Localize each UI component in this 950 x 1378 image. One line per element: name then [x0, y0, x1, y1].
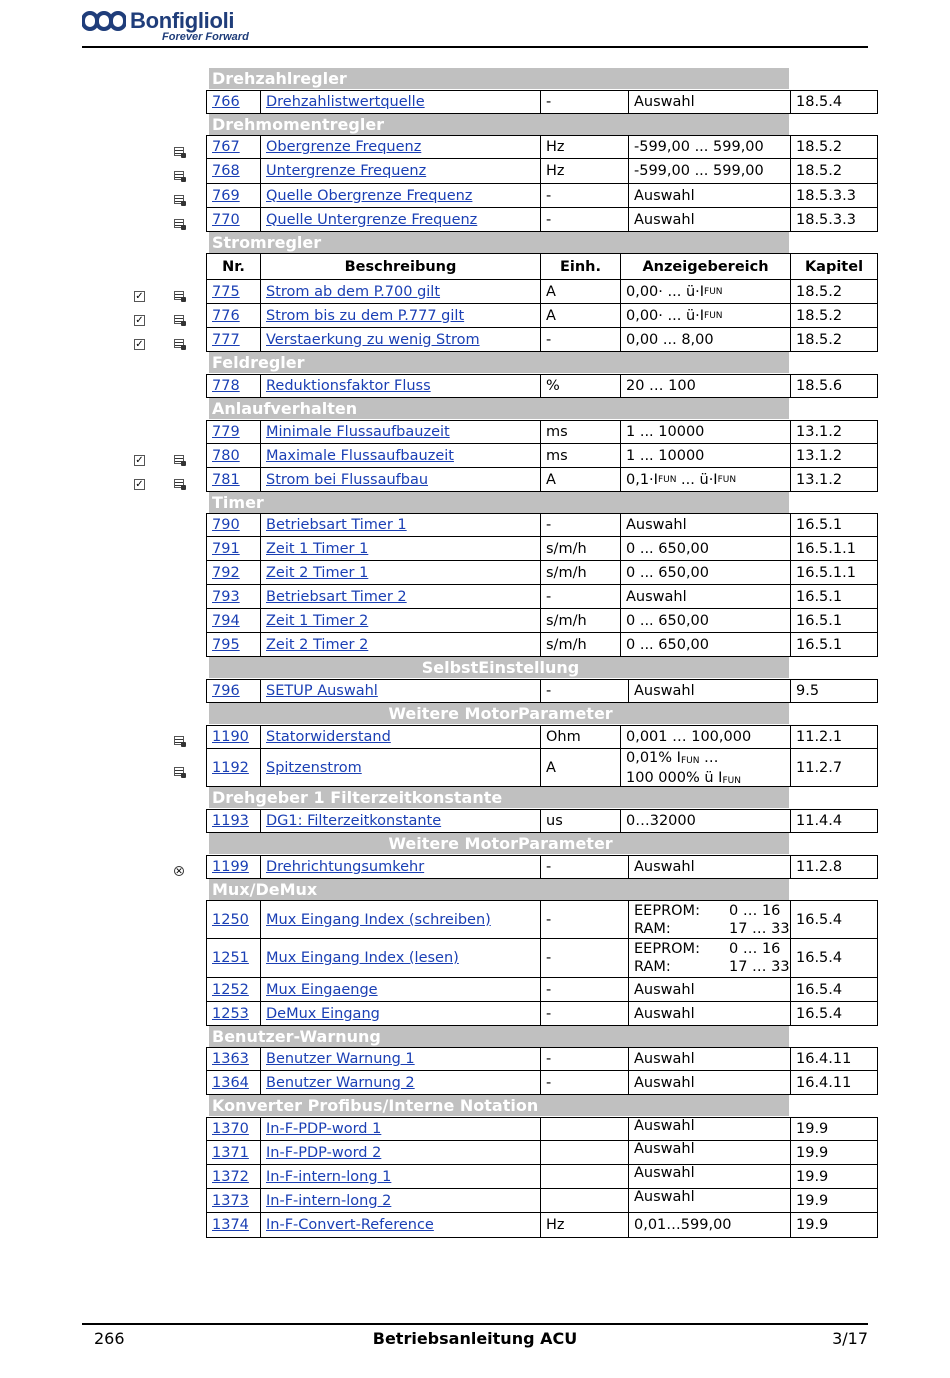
param-description[interactable]: Zeit 2 Timer 1	[260, 561, 540, 584]
param-description[interactable]: Mux Eingaenge	[260, 978, 540, 1001]
table-row	[206, 374, 878, 398]
param-description[interactable]: Zeit 1 Timer 2	[260, 609, 540, 632]
param-range: Auswahl	[628, 1118, 790, 1140]
table-row	[206, 633, 878, 657]
param-chapter: 9.5	[790, 680, 877, 702]
param-range: 0,01% $I_{FUN}$ … 100 000% ü $I_{FUN}$	[620, 749, 790, 786]
table-row	[206, 159, 878, 184]
table-row	[206, 1002, 878, 1026]
page-footer	[82, 1323, 868, 1348]
param-unit: A	[540, 280, 620, 303]
param-number[interactable]: 767	[212, 139, 240, 155]
param-number[interactable]: 775	[212, 283, 240, 300]
param-unit: A	[540, 304, 620, 327]
param-unit: -	[540, 1071, 628, 1094]
table-row	[206, 208, 878, 232]
param-number[interactable]: 779	[212, 424, 240, 440]
table-row	[206, 420, 878, 444]
column-header-description: Beschreibung	[260, 254, 540, 279]
param-chapter: 18.5.6	[790, 375, 877, 397]
param-unit: Hz	[540, 1213, 628, 1237]
param-number[interactable]: 1250	[212, 911, 249, 928]
param-number[interactable]: 777	[212, 331, 240, 348]
param-unit: -	[540, 328, 620, 351]
param-number[interactable]: 1252	[212, 981, 249, 998]
param-range: 0…32000	[620, 810, 790, 832]
table-row	[206, 468, 878, 492]
param-unit: A	[540, 468, 620, 491]
param-unit: s/m/h	[540, 633, 620, 656]
section-heading: Drehmomentregler	[209, 114, 789, 135]
param-range: Auswahl	[628, 1165, 790, 1188]
param-number[interactable]: 768	[212, 163, 240, 179]
column-header-chapter: Kapitel	[790, 254, 877, 279]
param-number[interactable]: 1372	[212, 1168, 249, 1185]
param-description[interactable]: Minimale Flussaufbauzeit	[260, 421, 540, 443]
param-chapter: 11.2.1	[790, 726, 877, 748]
param-unit: s/m/h	[540, 609, 620, 632]
parameter-set-icon	[174, 219, 184, 228]
param-description[interactable]: Reduktionsfaktor Fluss	[260, 375, 540, 397]
param-unit: -	[540, 208, 628, 231]
param-number[interactable]: 794	[212, 612, 240, 629]
document-title: Betriebsanleitung ACU	[372, 1329, 578, 1348]
param-number[interactable]: 1190	[212, 729, 249, 745]
param-number[interactable]: 776	[212, 307, 240, 324]
table-row	[206, 1141, 878, 1165]
param-unit: -	[540, 514, 620, 536]
table-row	[206, 900, 878, 939]
param-chapter: 13.1.2	[790, 468, 877, 491]
param-description[interactable]: Strom ab dem P.700 gilt	[260, 280, 540, 303]
table-row	[206, 90, 878, 114]
param-unit: %	[540, 375, 620, 397]
param-range: -599,00 ... 599,00	[628, 159, 790, 183]
section-heading: Feldregler	[209, 352, 789, 373]
param-unit: Hz	[540, 136, 628, 158]
section-heading: Mux/DeMux	[209, 879, 789, 900]
param-number[interactable]: 781	[212, 471, 240, 488]
param-number[interactable]: 780	[212, 447, 240, 464]
param-chapter: 13.1.2	[790, 444, 877, 467]
cross-circle-icon: ✕	[175, 867, 183, 877]
param-description[interactable]: In-F-intern-long 2	[260, 1189, 540, 1212]
param-unit: -	[540, 680, 628, 702]
param-unit	[540, 1189, 628, 1212]
table-row	[206, 1213, 878, 1238]
param-unit: -	[540, 585, 620, 608]
param-unit: -	[540, 1048, 628, 1070]
param-number[interactable]: 1251	[212, 950, 249, 966]
bonfiglioli-logo	[82, 8, 282, 44]
param-chapter: 16.5.4	[790, 901, 877, 938]
param-range: Auswahl	[628, 208, 790, 231]
table-header-row	[206, 253, 878, 280]
parameter-set-icon	[174, 736, 184, 745]
param-chapter: 18.5.2	[790, 328, 877, 351]
param-number[interactable]: 770	[212, 211, 240, 228]
table-row	[206, 809, 878, 833]
param-description[interactable]: Obergrenze Frequenz	[260, 136, 540, 158]
param-chapter: 16.5.1	[790, 609, 877, 632]
param-number[interactable]: 1370	[212, 1121, 249, 1137]
param-range: Auswahl	[620, 585, 790, 608]
param-chapter: 18.5.3.3	[790, 208, 877, 231]
param-description[interactable]: Zeit 2 Timer 2	[260, 633, 540, 656]
param-chapter: 11.2.8	[790, 856, 877, 878]
param-unit	[540, 1118, 628, 1140]
param-chapter: 16.5.1	[790, 585, 877, 608]
param-description[interactable]: In-F-intern-long 1	[260, 1165, 540, 1188]
parameter-set-icon	[174, 195, 184, 204]
param-chapter: 18.5.2	[790, 280, 877, 303]
param-description[interactable]: In-F-Convert-Reference	[260, 1213, 540, 1237]
param-chapter: 13.1.2	[790, 421, 877, 443]
brand-tagline: Forever Forward	[162, 31, 249, 43]
param-unit: ms	[540, 444, 620, 467]
param-description[interactable]: Drehzahlistwertquelle	[260, 91, 540, 113]
table-row	[206, 725, 878, 749]
parameter-set-icon	[174, 479, 184, 488]
param-description[interactable]: Betriebsart Timer 2	[260, 585, 540, 608]
table-row	[206, 1117, 878, 1141]
section-heading: SelbstEinstellung	[209, 657, 789, 678]
param-range: 0 ... 650,00	[620, 633, 790, 656]
section-heading: Drehgeber 1 Filterzeitkonstante	[209, 787, 789, 808]
param-chapter: 16.4.11	[790, 1071, 877, 1094]
param-chapter: 19.9	[790, 1213, 877, 1237]
param-range: 0,1·I FUN ... ü·I FUN	[620, 468, 790, 491]
section-heading: Drehzahlregler	[209, 68, 789, 89]
param-description[interactable]: Untergrenze Frequenz	[260, 159, 540, 183]
param-range: 0 ... 650,00	[620, 561, 790, 584]
parameter-set-icon	[174, 339, 184, 348]
param-unit: s/m/h	[540, 537, 620, 560]
param-description[interactable]: Drehrichtungsumkehr	[260, 856, 540, 878]
param-description[interactable]: Betriebsart Timer 1	[260, 514, 540, 536]
param-unit: -	[540, 901, 628, 938]
parameter-set-icon	[174, 171, 184, 180]
table-row	[206, 280, 878, 304]
column-header-unit: Einh.	[540, 254, 620, 279]
param-description[interactable]: SETUP Auswahl	[260, 680, 540, 702]
param-range: 0,01…599,00	[628, 1213, 790, 1237]
section-heading: Weitere MotorParameter	[209, 703, 789, 724]
check-icon: ✓	[135, 455, 144, 466]
param-unit: -	[540, 856, 628, 878]
param-description[interactable]: Maximale Flussaufbauzeit	[260, 444, 540, 467]
param-description[interactable]: Quelle Untergrenze Frequenz	[260, 208, 540, 231]
param-unit: -	[540, 1002, 628, 1025]
check-icon: ✓	[135, 291, 144, 302]
table-row	[206, 135, 878, 159]
param-range: Auswahl	[628, 1141, 790, 1164]
param-chapter: 18.5.2	[790, 136, 877, 158]
param-range: Auswahl	[628, 184, 790, 207]
param-range: 0,00 ... 8,00	[620, 328, 790, 351]
param-range: Auswahl	[628, 1189, 790, 1212]
param-chapter: 16.5.1.1	[790, 561, 877, 584]
param-range: Auswahl	[628, 1002, 790, 1025]
param-range: Auswahl	[628, 1071, 790, 1094]
param-unit: -	[540, 184, 628, 207]
param-description[interactable]: Quelle Obergrenze Frequenz	[260, 184, 540, 207]
param-chapter: 19.9	[790, 1189, 877, 1212]
param-number[interactable]: 1374	[212, 1217, 249, 1233]
param-range: Auswahl	[628, 91, 790, 113]
param-number[interactable]: 792	[212, 564, 240, 581]
param-range: 20 … 100	[620, 375, 790, 397]
document-date: 3/17	[832, 1329, 868, 1348]
param-number[interactable]: 791	[212, 540, 240, 557]
page-number: 266	[94, 1329, 125, 1348]
param-range: Auswahl	[628, 978, 790, 1001]
param-description[interactable]: Zeit 1 Timer 1	[260, 537, 540, 560]
param-range: 0,001 … 100,000	[620, 726, 790, 748]
param-description[interactable]: Strom bei Flussaufbau	[260, 468, 540, 491]
check-icon: ✓	[135, 479, 144, 490]
column-header-range: Anzeigebereich	[620, 254, 790, 279]
parameter-set-icon	[174, 147, 184, 156]
param-chapter: 19.9	[790, 1165, 877, 1188]
table-row	[206, 184, 878, 208]
table-row	[206, 513, 878, 537]
param-description[interactable]: Benutzer Warnung 1	[260, 1048, 540, 1070]
table-row	[206, 304, 878, 328]
param-number[interactable]: 766	[212, 94, 240, 110]
param-range: EEPROM: 0 … 16 RAM: 17 … 33	[628, 939, 790, 977]
check-icon: ✓	[135, 339, 144, 350]
param-chapter: 16.4.11	[790, 1048, 877, 1070]
param-range: 1 ... 10000	[620, 421, 790, 443]
param-chapter: 19.9	[790, 1118, 877, 1140]
param-description[interactable]: DeMux Eingang	[260, 1002, 540, 1025]
param-description[interactable]: Verstaerkung zu wenig Strom	[260, 328, 540, 351]
parameter-set-icon	[174, 767, 184, 776]
param-description[interactable]: Spitzenstrom	[260, 749, 540, 786]
param-number[interactable]: 1373	[212, 1192, 249, 1209]
param-unit: -	[540, 91, 628, 113]
param-range: 0,00· ... ü·I FUN	[620, 304, 790, 327]
parameter-set-icon	[174, 315, 184, 324]
param-unit: Ohm	[540, 726, 620, 748]
check-icon: ✓	[135, 315, 144, 326]
table-row	[206, 978, 878, 1002]
table-row	[206, 585, 878, 609]
param-number[interactable]: 793	[212, 588, 240, 605]
param-description[interactable]: DG1: Filterzeitkonstante	[260, 810, 540, 832]
param-range: Auswahl	[628, 1048, 790, 1070]
brand-name: Bonfiglioli	[130, 8, 235, 33]
param-unit: -	[540, 978, 628, 1001]
param-chapter: 11.4.4	[790, 810, 877, 832]
parameter-set-icon	[174, 291, 184, 300]
param-range: EEPROM: 0 … 16 RAM: 17 … 33	[628, 901, 790, 938]
param-number[interactable]: 1199	[212, 859, 249, 875]
param-chapter: 18.5.4	[790, 91, 877, 113]
param-number[interactable]: 796	[212, 683, 240, 699]
param-chapter: 18.5.2	[790, 159, 877, 183]
table-row	[206, 939, 878, 978]
table-row	[206, 1071, 878, 1095]
param-range: -599,00 ... 599,00	[628, 136, 790, 158]
param-chapter: 11.2.7	[790, 749, 877, 786]
param-range: Auswahl	[628, 856, 790, 878]
param-number[interactable]: 1371	[212, 1144, 249, 1161]
section-heading: Benutzer-Warnung	[209, 1026, 789, 1047]
table-row	[206, 1047, 878, 1071]
column-header-nr: Nr.	[222, 258, 245, 275]
param-description[interactable]: In-F-PDP-word 1	[260, 1118, 540, 1140]
table-row	[206, 537, 878, 561]
table-row	[206, 1165, 878, 1189]
param-range: Auswahl	[628, 680, 790, 702]
param-unit: A	[540, 749, 620, 786]
param-number[interactable]: 1363	[212, 1051, 249, 1067]
bonfiglioli-logo-icon	[82, 10, 126, 32]
table-row	[206, 1189, 878, 1213]
param-number[interactable]: 1253	[212, 1005, 249, 1022]
param-number[interactable]: 778	[212, 378, 240, 394]
table-row	[206, 609, 878, 633]
param-unit: -	[540, 939, 628, 977]
param-description[interactable]: In-F-PDP-word 2	[260, 1141, 540, 1164]
section-heading: Weitere MotorParameter	[209, 833, 789, 854]
param-range: 0 ... 650,00	[620, 609, 790, 632]
param-unit: us	[540, 810, 620, 832]
param-range: 0 ... 650,00	[620, 537, 790, 560]
param-range: 0,00· ... ü·I FUN	[620, 280, 790, 303]
param-description[interactable]: Mux Eingang Index (lesen)	[260, 939, 540, 977]
param-number[interactable]: 1193	[212, 813, 249, 829]
param-unit	[540, 1165, 628, 1188]
param-number[interactable]: 790	[212, 517, 240, 533]
param-number[interactable]: 769	[212, 187, 240, 204]
page-header	[82, 8, 868, 48]
table-row	[206, 328, 878, 352]
section-heading: Timer	[209, 492, 789, 513]
param-chapter: 16.5.1	[790, 633, 877, 656]
section-heading: Konverter Profibus/Interne Notation	[209, 1095, 789, 1116]
table-row	[206, 855, 878, 879]
param-unit	[540, 1141, 628, 1164]
param-chapter: 16.5.4	[790, 1002, 877, 1025]
param-range: Auswahl	[620, 514, 790, 536]
param-chapter: 19.9	[790, 1141, 877, 1164]
param-range: 1 ... 10000	[620, 444, 790, 467]
param-number[interactable]: 795	[212, 636, 240, 653]
table-row	[206, 749, 878, 787]
param-description[interactable]: Benutzer Warnung 2	[260, 1071, 540, 1094]
param-description[interactable]: Mux Eingang Index (schreiben)	[260, 901, 540, 938]
section-heading: Stromregler	[209, 232, 789, 253]
param-chapter: 18.5.3.3	[790, 184, 877, 207]
table-row	[206, 444, 878, 468]
param-chapter: 16.5.4	[790, 978, 877, 1001]
param-chapter: 16.5.1	[790, 514, 877, 536]
param-unit: s/m/h	[540, 561, 620, 584]
parameter-set-icon	[174, 455, 184, 464]
param-description[interactable]: Statorwiderstand	[260, 726, 540, 748]
param-chapter: 16.5.1.1	[790, 537, 877, 560]
param-chapter: 18.5.2	[790, 304, 877, 327]
table-row	[206, 561, 878, 585]
param-chapter: 16.5.4	[790, 939, 877, 977]
param-number[interactable]: 1192	[212, 759, 249, 776]
param-description[interactable]: Strom bis zu dem P.777 gilt	[260, 304, 540, 327]
param-unit: ms	[540, 421, 620, 443]
table-row	[206, 679, 878, 703]
section-heading: Anlaufverhalten	[209, 398, 789, 419]
param-number[interactable]: 1364	[212, 1074, 249, 1091]
param-unit: Hz	[540, 159, 628, 183]
